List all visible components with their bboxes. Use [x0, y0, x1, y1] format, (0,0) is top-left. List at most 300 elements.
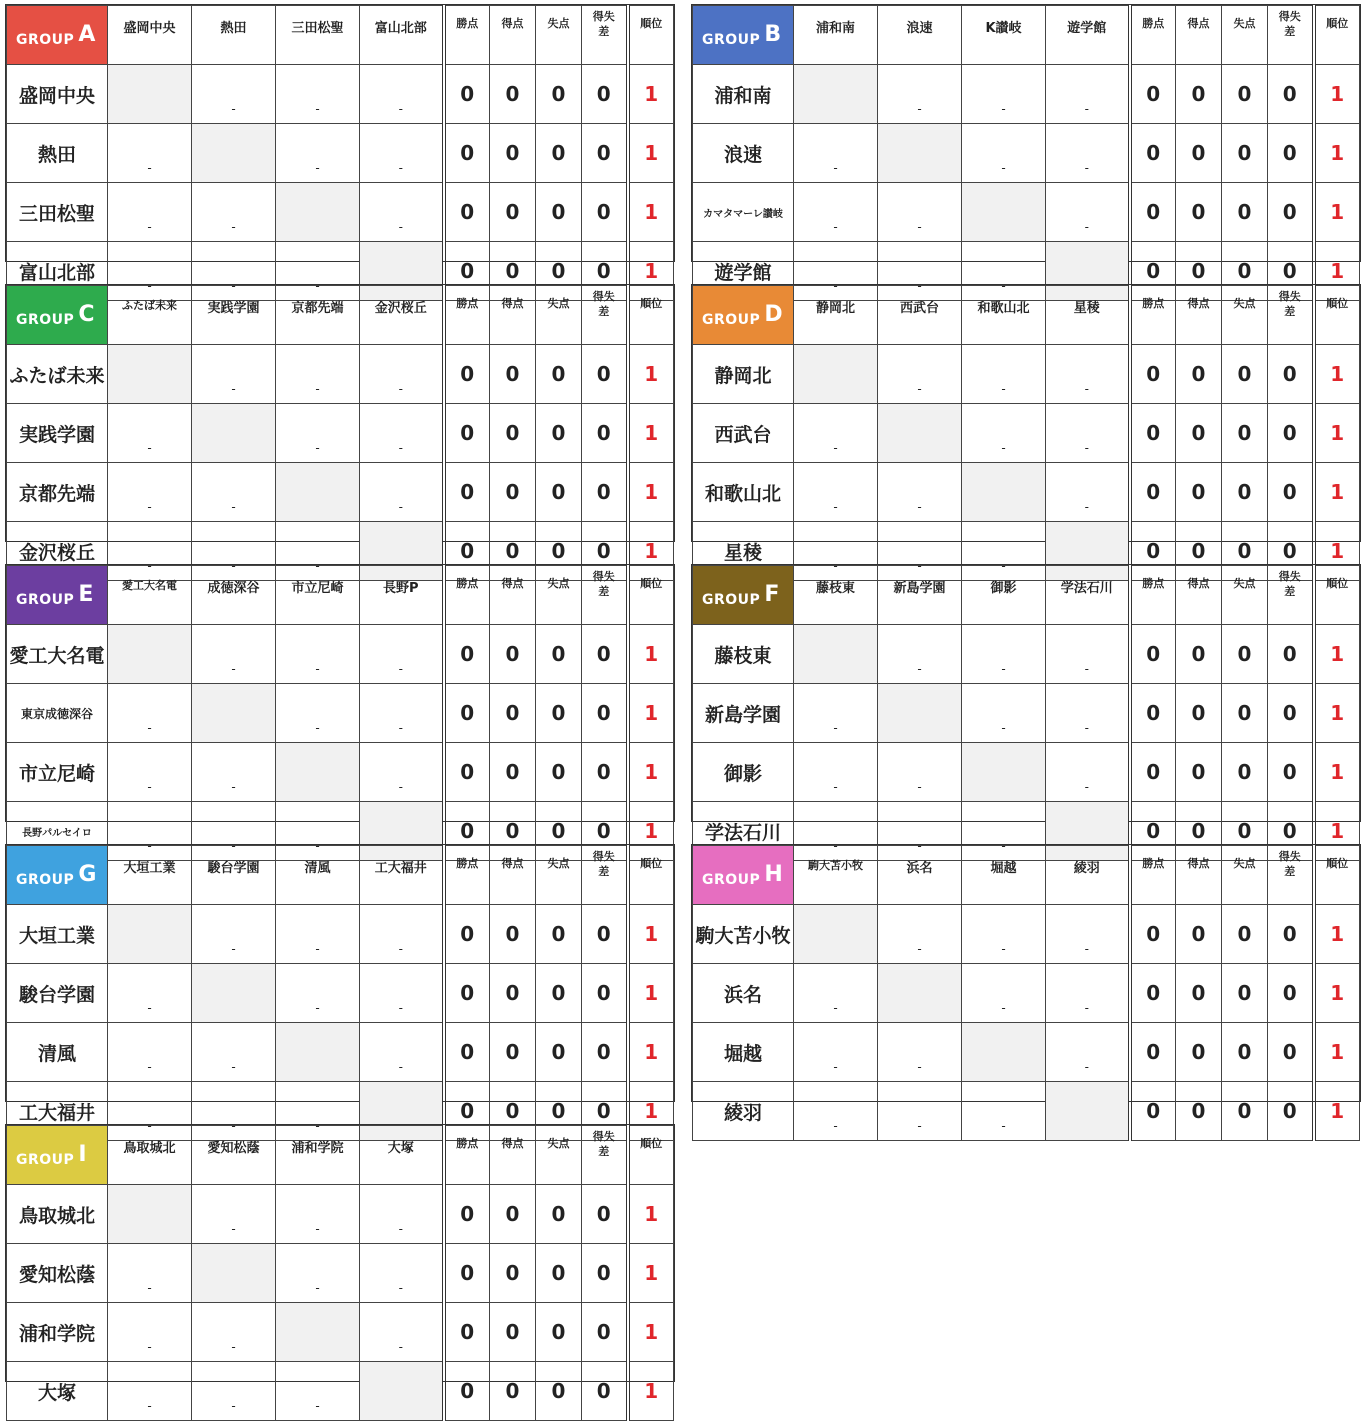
header-goals-for: 得点: [490, 6, 536, 65]
stat-goals-against: 0: [536, 463, 582, 522]
match-result-cell: -: [276, 625, 360, 684]
match-result-cell: -: [1046, 124, 1130, 183]
stat-rank: 1: [1314, 242, 1360, 301]
column-team-name: ふたば未来: [108, 286, 192, 345]
header-goal-diff-line2: 差: [598, 865, 610, 878]
stat-rank: 1: [1314, 625, 1360, 684]
match-result-cell: -: [360, 124, 444, 183]
stat-points: 0: [444, 1244, 490, 1303]
stat-rank: 1: [628, 964, 674, 1023]
stat-rank: 1: [628, 463, 674, 522]
match-result-cell: -: [360, 905, 444, 964]
stat-points: 0: [444, 1362, 490, 1421]
team-row: [7, 65, 674, 124]
stat-goals-for: 0: [1176, 404, 1222, 463]
stat-goal-diff: 0: [582, 1244, 628, 1303]
match-result-cell: -: [962, 684, 1046, 743]
match-result-cell: -: [192, 1023, 276, 1082]
group-word: GROUP: [16, 312, 75, 328]
stat-rank: 1: [1314, 183, 1360, 242]
team-row: [7, 345, 674, 404]
match-result-cell: -: [1046, 404, 1130, 463]
stat-goals-for: 0: [490, 345, 536, 404]
stat-goals-for: 0: [490, 1303, 536, 1362]
stat-goals-against: 0: [536, 625, 582, 684]
stat-goal-diff: 0: [1268, 684, 1314, 743]
self-match-cell: [794, 905, 878, 964]
column-team-name: 成徳深谷: [192, 566, 276, 625]
header-goals-against: 失点: [536, 566, 582, 625]
match-result-cell: -: [276, 124, 360, 183]
header-goal-diff-line2: 差: [1284, 585, 1296, 598]
team-row: [7, 124, 674, 183]
match-result-cell: -: [108, 743, 192, 802]
stat-goal-diff: 0: [582, 1303, 628, 1362]
stat-goals-for: 0: [1176, 802, 1222, 861]
match-result-cell: -: [1046, 345, 1130, 404]
row-team-name: 浜名: [693, 964, 794, 1023]
header-goal-diff-line1: 得失: [592, 290, 615, 303]
header-goals-against: 失点: [536, 286, 582, 345]
header-goals-for: 得点: [490, 566, 536, 625]
standings-table: [6, 285, 674, 581]
match-result-cell: -: [794, 404, 878, 463]
stat-goal-diff: 0: [582, 743, 628, 802]
stat-goals-against: 0: [1222, 1082, 1268, 1141]
stat-goal-diff: 0: [582, 65, 628, 124]
stat-rank: 1: [1314, 124, 1360, 183]
header-goal-diff-line2: 差: [1284, 305, 1296, 318]
group-word: GROUP: [702, 32, 761, 48]
stat-rank: 1: [628, 905, 674, 964]
stat-rank: 1: [1314, 684, 1360, 743]
match-result-cell: -: [108, 522, 192, 581]
column-team-name: 浜名: [878, 846, 962, 905]
stat-points: 0: [1130, 743, 1176, 802]
match-result-cell: -: [108, 964, 192, 1023]
column-team-name: 駿台学園: [192, 846, 276, 905]
team-row: [7, 964, 674, 1023]
standings-table: [692, 285, 1360, 581]
row-team-name: 星稜: [693, 522, 794, 581]
match-result-cell: -: [276, 242, 360, 301]
group-word: GROUP: [16, 32, 75, 48]
self-match-cell: [962, 183, 1046, 242]
stat-goals-for: 0: [490, 743, 536, 802]
self-match-cell: [878, 964, 962, 1023]
stat-rank: 1: [628, 1185, 674, 1244]
column-team-name: 鳥取城北: [108, 1126, 192, 1185]
stat-points: 0: [444, 1023, 490, 1082]
column-team-name: 金沢桜丘: [360, 286, 444, 345]
group-letter: D: [764, 302, 783, 327]
stat-goal-diff: 0: [582, 1023, 628, 1082]
match-result-cell: -: [794, 183, 878, 242]
header-rank: 順位: [628, 286, 674, 345]
match-result-cell: -: [794, 522, 878, 581]
team-row: [7, 1185, 674, 1244]
stat-goal-diff: 0: [582, 1362, 628, 1421]
match-result-cell: -: [360, 463, 444, 522]
header-goal-diff-line1: 得失: [1278, 10, 1301, 23]
match-result-cell: -: [360, 345, 444, 404]
column-team-name: K讃岐: [962, 6, 1046, 65]
header-goal-diff-line1: 得失: [592, 570, 615, 583]
standings-table: [6, 845, 674, 1141]
column-team-name: 京都先端: [276, 286, 360, 345]
stat-rank: 1: [628, 183, 674, 242]
row-team-name: 盛岡中央: [7, 65, 108, 124]
group-table-d: [691, 284, 1361, 573]
row-team-name: 愛知松蔭: [7, 1244, 108, 1303]
match-result-cell: -: [360, 1023, 444, 1082]
header-row: [7, 6, 674, 65]
stat-points: 0: [1130, 684, 1176, 743]
team-row: [693, 684, 1360, 743]
column-team-name: 三田松聖: [276, 6, 360, 65]
match-result-cell: -: [360, 183, 444, 242]
group-word: GROUP: [16, 1152, 75, 1168]
stat-goal-diff: 0: [1268, 625, 1314, 684]
stat-goals-against: 0: [536, 404, 582, 463]
match-result-cell: -: [962, 242, 1046, 301]
stat-rank: 1: [1314, 743, 1360, 802]
header-points: 勝点: [444, 566, 490, 625]
stat-goal-diff: 0: [1268, 463, 1314, 522]
stat-goal-diff: 0: [582, 345, 628, 404]
stat-goals-for: 0: [1176, 65, 1222, 124]
column-team-name: 藤枝東: [794, 566, 878, 625]
row-team-name: 金沢桜丘: [7, 522, 108, 581]
match-result-cell: -: [878, 1082, 962, 1141]
row-team-name: 遊学館: [693, 242, 794, 301]
team-row: [693, 124, 1360, 183]
stat-points: 0: [1130, 522, 1176, 581]
column-team-name: 浦和学院: [276, 1126, 360, 1185]
stat-points: 0: [444, 684, 490, 743]
stat-goal-diff: 0: [1268, 964, 1314, 1023]
column-team-name: 新島学園: [878, 566, 962, 625]
match-result-cell: -: [878, 625, 962, 684]
stat-goals-against: 0: [536, 1082, 582, 1141]
stat-points: 0: [444, 905, 490, 964]
header-rank: 順位: [1314, 846, 1360, 905]
header-rank: 順位: [1314, 286, 1360, 345]
row-team-name: 御影: [693, 743, 794, 802]
match-result-cell: -: [276, 65, 360, 124]
stat-rank: 1: [1314, 463, 1360, 522]
stat-goal-diff: 0: [582, 684, 628, 743]
column-team-name: 愛知松蔭: [192, 1126, 276, 1185]
stat-goals-for: 0: [490, 124, 536, 183]
stat-goals-against: 0: [536, 522, 582, 581]
stat-rank: 1: [1314, 964, 1360, 1023]
match-result-cell: -: [1046, 743, 1130, 802]
match-result-cell: -: [962, 404, 1046, 463]
match-result-cell: -: [794, 684, 878, 743]
match-result-cell: -: [192, 65, 276, 124]
self-match-cell: [192, 404, 276, 463]
match-result-cell: -: [878, 802, 962, 861]
stat-goals-against: 0: [1222, 183, 1268, 242]
row-team-name: 京都先端: [7, 463, 108, 522]
match-result-cell: -: [1046, 905, 1130, 964]
self-match-cell: [794, 345, 878, 404]
stat-goals-for: 0: [490, 1362, 536, 1421]
self-match-cell: [192, 684, 276, 743]
stat-goal-diff: 0: [582, 625, 628, 684]
header-goal-diff-line2: 差: [1284, 25, 1296, 38]
match-result-cell: -: [794, 124, 878, 183]
match-result-cell: -: [794, 1082, 878, 1141]
stat-goals-against: 0: [1222, 684, 1268, 743]
header-row: [7, 566, 674, 625]
stat-rank: 1: [628, 404, 674, 463]
team-row: [693, 404, 1360, 463]
stat-points: 0: [1130, 183, 1176, 242]
team-row: [7, 463, 674, 522]
header-row: [693, 6, 1360, 65]
team-row: [7, 1244, 674, 1303]
row-team-name: 駒大苫小牧: [693, 905, 794, 964]
stat-goals-for: 0: [1176, 625, 1222, 684]
header-row: [693, 846, 1360, 905]
stat-points: 0: [444, 964, 490, 1023]
match-result-cell: -: [1046, 684, 1130, 743]
row-team-name: 三田松聖: [7, 183, 108, 242]
stat-goals-against: 0: [1222, 242, 1268, 301]
header-goal-diff-line1: 得失: [592, 1130, 615, 1143]
self-match-cell: [962, 743, 1046, 802]
header-points: 勝点: [1130, 846, 1176, 905]
match-result-cell: -: [878, 905, 962, 964]
stat-goals-for: 0: [490, 463, 536, 522]
stat-rank: 1: [628, 1082, 674, 1141]
self-match-cell: [962, 463, 1046, 522]
stat-rank: 1: [628, 1023, 674, 1082]
header-row: [7, 1126, 674, 1185]
header-goal-diff-line1: 得失: [1278, 290, 1301, 303]
stat-goal-diff: 0: [1268, 404, 1314, 463]
stat-points: 0: [1130, 242, 1176, 301]
match-result-cell: -: [276, 1185, 360, 1244]
row-team-name: 浪速: [693, 124, 794, 183]
column-team-name: 清風: [276, 846, 360, 905]
self-match-cell: [276, 1303, 360, 1362]
team-row: [7, 183, 674, 242]
match-result-cell: -: [360, 1185, 444, 1244]
match-result-cell: -: [962, 964, 1046, 1023]
group-table-e: [5, 564, 675, 853]
team-row: [7, 625, 674, 684]
group-label: [7, 6, 108, 65]
stat-points: 0: [1130, 802, 1176, 861]
stat-goals-against: 0: [1222, 964, 1268, 1023]
header-goal-diff: [1268, 6, 1314, 65]
match-result-cell: -: [360, 964, 444, 1023]
stat-goals-for: 0: [1176, 743, 1222, 802]
self-match-cell: [360, 1362, 444, 1421]
column-team-name: 大塚: [360, 1126, 444, 1185]
match-result-cell: -: [794, 242, 878, 301]
stat-goal-diff: 0: [582, 905, 628, 964]
group-letter: F: [764, 582, 780, 607]
stat-goals-against: 0: [536, 183, 582, 242]
group-label: [7, 286, 108, 345]
header-goal-diff-line2: 差: [598, 585, 610, 598]
self-match-cell: [276, 1023, 360, 1082]
stat-goals-against: 0: [1222, 404, 1268, 463]
column-team-name: 富山北部: [360, 6, 444, 65]
stat-goals-against: 0: [536, 242, 582, 301]
match-result-cell: -: [192, 345, 276, 404]
column-team-name: 工大福井: [360, 846, 444, 905]
stat-rank: 1: [628, 1303, 674, 1362]
stat-points: 0: [1130, 1023, 1176, 1082]
stat-goals-for: 0: [490, 964, 536, 1023]
stat-points: 0: [1130, 463, 1176, 522]
header-row: [7, 846, 674, 905]
group-letter: B: [764, 22, 782, 47]
stat-points: 0: [1130, 65, 1176, 124]
stat-points: 0: [444, 522, 490, 581]
stat-rank: 1: [1314, 802, 1360, 861]
row-team-name: 実践学園: [7, 404, 108, 463]
row-team-name: 駿台学園: [7, 964, 108, 1023]
stat-points: 0: [444, 625, 490, 684]
header-goals-against: 失点: [536, 846, 582, 905]
row-team-name: 学法石川: [693, 802, 794, 861]
team-row: [7, 743, 674, 802]
stat-goals-for: 0: [1176, 684, 1222, 743]
stat-goals-against: 0: [1222, 1023, 1268, 1082]
self-match-cell: [108, 65, 192, 124]
header-goal-diff-line2: 差: [598, 25, 610, 38]
stat-goals-against: 0: [536, 1362, 582, 1421]
stat-rank: 1: [628, 684, 674, 743]
group-table-h: [691, 844, 1361, 1133]
self-match-cell: [794, 65, 878, 124]
stat-points: 0: [444, 345, 490, 404]
header-rank: 順位: [628, 1126, 674, 1185]
stat-goal-diff: 0: [1268, 1082, 1314, 1141]
match-result-cell: -: [192, 463, 276, 522]
stat-goal-diff: 0: [1268, 242, 1314, 301]
header-goal-diff-line2: 差: [598, 1145, 610, 1158]
team-row: [7, 1023, 674, 1082]
stat-goal-diff: 0: [582, 964, 628, 1023]
header-goal-diff-line2: 差: [598, 305, 610, 318]
match-result-cell: -: [108, 463, 192, 522]
stat-goals-for: 0: [490, 1082, 536, 1141]
stat-goal-diff: 0: [1268, 345, 1314, 404]
stat-goal-diff: 0: [1268, 743, 1314, 802]
stat-goal-diff: 0: [582, 404, 628, 463]
match-result-cell: -: [276, 1362, 360, 1421]
stat-rank: 1: [1314, 65, 1360, 124]
stat-goals-against: 0: [536, 684, 582, 743]
header-goal-diff-line1: 得失: [1278, 850, 1301, 863]
match-result-cell: -: [794, 1023, 878, 1082]
self-match-cell: [794, 625, 878, 684]
header-goal-diff: [582, 1126, 628, 1185]
stat-goals-against: 0: [536, 1303, 582, 1362]
header-goal-diff: [582, 566, 628, 625]
match-result-cell: -: [1046, 183, 1130, 242]
header-goal-diff: [582, 846, 628, 905]
match-result-cell: -: [276, 1082, 360, 1141]
team-row: [693, 183, 1360, 242]
group-word: GROUP: [16, 872, 75, 888]
stat-rank: 1: [628, 802, 674, 861]
match-result-cell: -: [360, 625, 444, 684]
stat-goal-diff: 0: [1268, 1023, 1314, 1082]
match-result-cell: -: [192, 522, 276, 581]
team-row: [7, 1303, 674, 1362]
self-match-cell: [108, 625, 192, 684]
match-result-cell: -: [192, 1362, 276, 1421]
stat-goals-for: 0: [1176, 242, 1222, 301]
stat-points: 0: [1130, 964, 1176, 1023]
stat-points: 0: [444, 1185, 490, 1244]
stat-rank: 1: [628, 124, 674, 183]
match-result-cell: -: [360, 404, 444, 463]
stat-rank: 1: [1314, 905, 1360, 964]
group-letter: A: [78, 22, 96, 47]
stat-goals-for: 0: [1176, 1082, 1222, 1141]
stat-goal-diff: 0: [1268, 65, 1314, 124]
stat-goals-for: 0: [1176, 522, 1222, 581]
row-team-name: 堀越: [693, 1023, 794, 1082]
column-team-name: 駒大苫小牧: [794, 846, 878, 905]
stat-goals-for: 0: [490, 625, 536, 684]
row-team-name: 和歌山北: [693, 463, 794, 522]
stat-goals-for: 0: [490, 183, 536, 242]
header-goal-diff: [1268, 846, 1314, 905]
group-word: GROUP: [702, 592, 761, 608]
match-result-cell: -: [192, 905, 276, 964]
group-letter: C: [78, 302, 95, 327]
match-result-cell: -: [108, 124, 192, 183]
stat-rank: 1: [628, 345, 674, 404]
match-result-cell: -: [276, 404, 360, 463]
column-team-name: 浦和南: [794, 6, 878, 65]
row-team-name: 大塚: [7, 1362, 108, 1421]
stat-goal-diff: 0: [582, 463, 628, 522]
standings-table: [6, 565, 674, 861]
match-result-cell: -: [276, 1244, 360, 1303]
stat-points: 0: [1130, 345, 1176, 404]
row-team-name: ふたば未来: [7, 345, 108, 404]
match-result-cell: -: [1046, 1023, 1130, 1082]
column-team-name: 遊学館: [1046, 6, 1130, 65]
self-match-cell: [878, 404, 962, 463]
header-goals-for: 得点: [490, 846, 536, 905]
match-result-cell: -: [962, 1082, 1046, 1141]
team-row: [693, 743, 1360, 802]
stat-rank: 1: [628, 242, 674, 301]
match-result-cell: -: [108, 802, 192, 861]
match-result-cell: -: [1046, 964, 1130, 1023]
match-result-cell: -: [108, 1023, 192, 1082]
stat-rank: 1: [628, 1362, 674, 1421]
stat-goal-diff: 0: [582, 124, 628, 183]
group-label: [7, 1126, 108, 1185]
row-team-name: 西武台: [693, 404, 794, 463]
header-rank: 順位: [628, 846, 674, 905]
group-label: [693, 566, 794, 625]
stat-rank: 1: [1314, 1082, 1360, 1141]
